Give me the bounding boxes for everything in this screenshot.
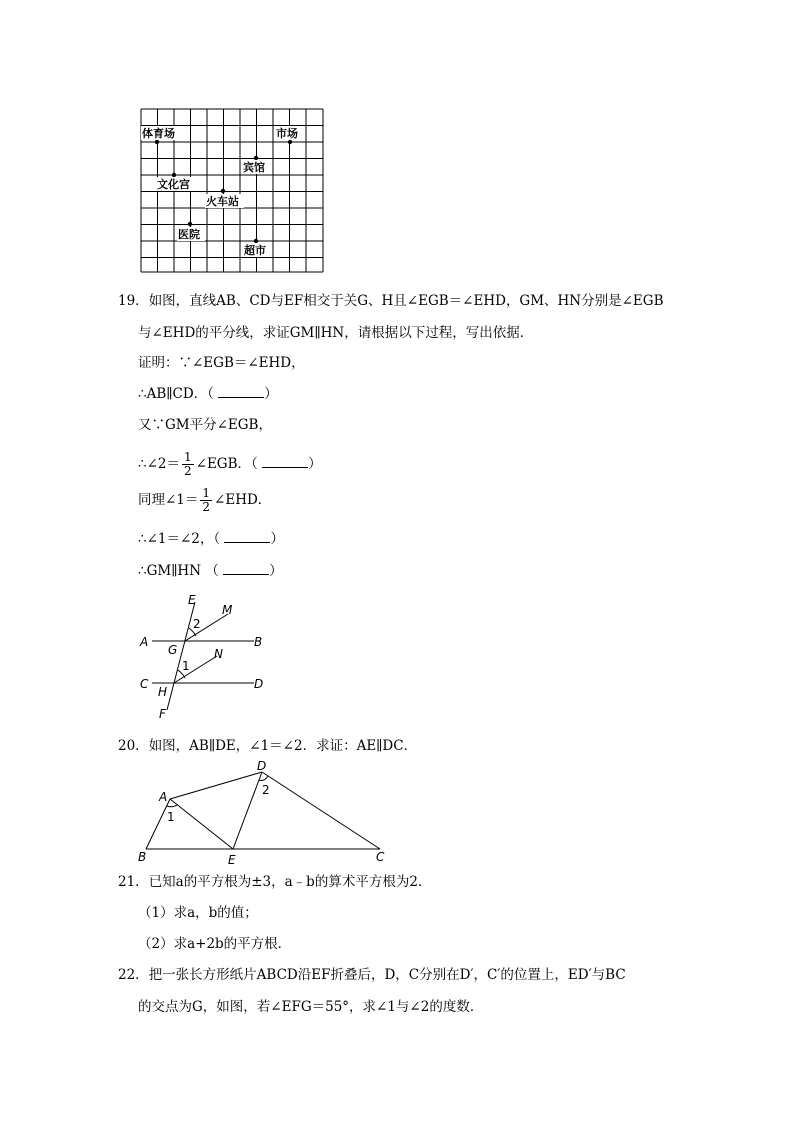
segment-ad bbox=[170, 772, 262, 799]
label-angle-2: 2 bbox=[193, 617, 201, 631]
label-culture-palace: 文化宫 bbox=[157, 178, 190, 191]
close-paren: ） bbox=[264, 386, 278, 402]
label-e: E bbox=[188, 593, 196, 607]
label-market: 市场 bbox=[276, 127, 298, 140]
q20-figure bbox=[134, 758, 394, 868]
q21-line bbox=[118, 873, 431, 891]
q21-number: 21． bbox=[118, 874, 149, 890]
q19-step5-post: ∠EHD． bbox=[214, 492, 272, 508]
label-e: E bbox=[228, 853, 236, 867]
q19-step2: ∴AB∥CD．（ bbox=[138, 386, 214, 402]
q20-number: 20． bbox=[118, 738, 149, 754]
frac-den: 2 bbox=[202, 500, 211, 514]
q19-stem-line1: 如图，直线AB、CD与EF相交于关G、H且∠EGB＝∠EHD，GM、HN分别是∠EGB bbox=[148, 293, 664, 309]
label-a: A bbox=[140, 635, 149, 649]
label-m: M bbox=[222, 603, 233, 617]
culture-palace-point bbox=[172, 173, 176, 177]
answer-blank-4[interactable] bbox=[223, 562, 269, 575]
q19-step1: 证明：∵∠EGB＝∠EHD， bbox=[138, 355, 305, 371]
hotel-point bbox=[254, 156, 258, 160]
segment-ab bbox=[146, 799, 170, 849]
train-station-point bbox=[221, 189, 225, 193]
q19-number: 19． bbox=[118, 293, 149, 309]
q19-step6: ∴∠1＝∠2，（ bbox=[138, 531, 221, 547]
segment-ae bbox=[170, 799, 233, 849]
q19-step4-post: ∠EGB．（ bbox=[195, 456, 258, 472]
q19-step3: 又∵GM平分∠EGB， bbox=[138, 417, 272, 433]
q19-step5-pre: 同理∠1＝ bbox=[138, 492, 199, 508]
answer-blank-1[interactable] bbox=[218, 385, 264, 398]
q20-line bbox=[118, 737, 417, 755]
answer-blank-2[interactable] bbox=[262, 455, 308, 468]
label-angle-1: 1 bbox=[167, 810, 175, 824]
hospital-point bbox=[188, 222, 192, 226]
q19-step5-row bbox=[138, 486, 271, 514]
fraction-one-half bbox=[182, 451, 194, 478]
frac-num: 1 bbox=[202, 486, 211, 500]
label-n: N bbox=[214, 647, 223, 661]
q19-step7-row bbox=[138, 562, 283, 580]
label-angle-1: 1 bbox=[182, 659, 190, 673]
label-supermarket: 超市 bbox=[244, 244, 266, 257]
segment-de bbox=[233, 772, 262, 849]
close-paren: ） bbox=[308, 456, 322, 472]
q21-text: 已知a的平方根为±3，a﹣b的算术平方根为2． bbox=[148, 874, 432, 890]
label-hotel: 宾馆 bbox=[243, 161, 265, 174]
close-paren: ） bbox=[269, 563, 283, 579]
q22-text-line2: 的交点为G，如图，若∠EFG＝55°，求∠1与∠2的度数． bbox=[138, 999, 484, 1015]
label-a: A bbox=[159, 790, 168, 804]
label-g: G bbox=[168, 643, 178, 657]
angle-1-arc bbox=[167, 805, 177, 807]
q19-figure bbox=[134, 590, 274, 725]
label-train-station: 火车站 bbox=[206, 195, 239, 208]
market-point bbox=[288, 140, 292, 144]
ray-gm bbox=[185, 614, 228, 641]
label-angle-2: 2 bbox=[262, 783, 270, 797]
label-c: C bbox=[140, 677, 149, 691]
q19-stem-line2: 与∠EHD的平分线，求证GM∥HN，请根据以下过程，写出依据． bbox=[138, 325, 534, 341]
q19-step4-pre: ∴∠2＝ bbox=[138, 456, 180, 472]
q22-line1 bbox=[118, 966, 626, 984]
stadium-point bbox=[155, 140, 159, 144]
q22-text-line1: 把一张长方形纸片ABCD沿EF折叠后，D，C分别在D′，C′的位置上，ED′与BC bbox=[148, 967, 626, 983]
frac-den: 2 bbox=[184, 464, 192, 478]
q20-text: 如图，AB∥DE，∠1＝∠2．求证：AE∥DC． bbox=[148, 738, 418, 754]
label-stadium: 体育场 bbox=[142, 127, 175, 140]
q21-part1: （1）求a，b的值； bbox=[138, 905, 258, 921]
answer-blank-3[interactable] bbox=[224, 530, 270, 543]
label-f: F bbox=[159, 707, 166, 721]
q19-step7: ∴GM∥HN （ bbox=[138, 563, 219, 579]
frac-num: 1 bbox=[184, 450, 192, 464]
label-b: B bbox=[138, 850, 147, 864]
label-b: B bbox=[254, 635, 263, 649]
q21-part2: （2）求a+2b的平方根． bbox=[138, 936, 292, 952]
label-d: D bbox=[254, 677, 264, 691]
q19-line1 bbox=[118, 292, 664, 310]
q22-number: 22． bbox=[118, 967, 149, 983]
label-c: C bbox=[376, 850, 385, 864]
label-hospital: 医院 bbox=[178, 228, 200, 241]
fraction-one-half bbox=[200, 487, 212, 514]
label-d: D bbox=[257, 759, 267, 773]
close-paren: ） bbox=[270, 531, 284, 547]
supermarket-point bbox=[254, 239, 258, 243]
q19-step4-row bbox=[138, 450, 322, 478]
q19-step2-row bbox=[138, 385, 278, 403]
label-h: H bbox=[158, 685, 168, 699]
grid-map-figure bbox=[140, 108, 326, 276]
q19-step6-row bbox=[138, 530, 284, 548]
segment-dc bbox=[262, 772, 380, 849]
